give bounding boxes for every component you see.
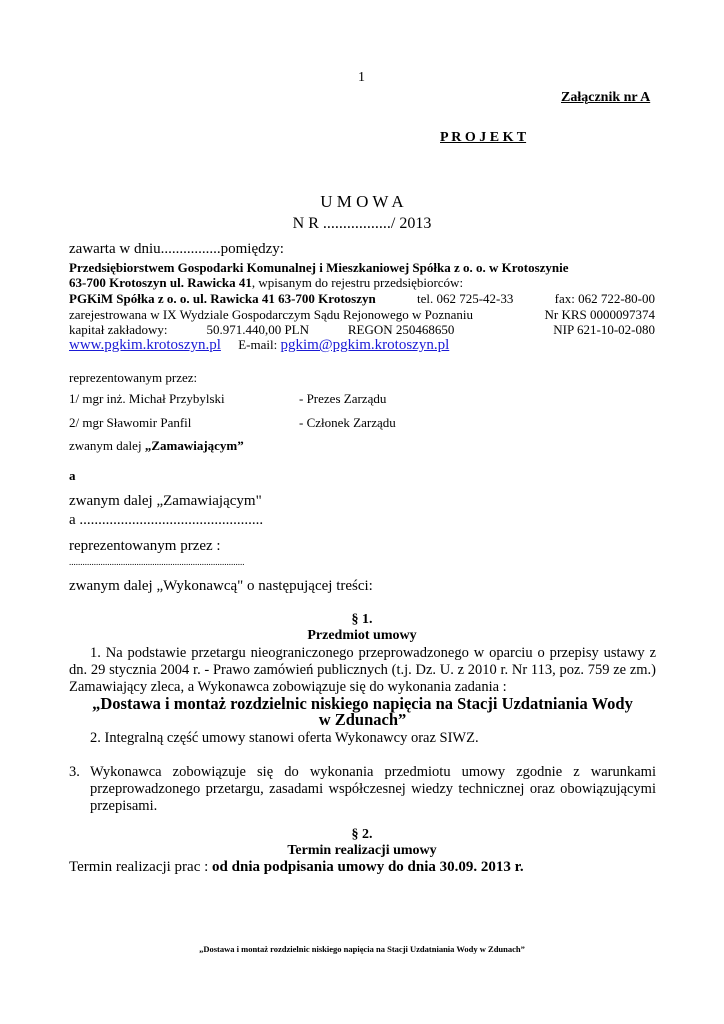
contractor-line: zwanym dalej „Wykonawcą" o następującej treści:: [69, 578, 373, 594]
rep-2-name: 2/ mgr Sławomir Panfil: [69, 415, 192, 430]
rep-2-role: - Członek Zarządu: [299, 415, 396, 430]
company-regon: REGON 250468650: [347, 322, 455, 337]
section-2-heading: § 2.: [351, 827, 373, 842]
company-capital-line: [69, 322, 655, 338]
and-label: a: [69, 468, 76, 483]
contractor-dots-line: a .................................................: [69, 512, 264, 528]
called-again-line: zwanym dalej „Zamawiającym": [69, 493, 262, 509]
section-1-paragraph-2: 2. Integralną część umowy stanowi oferta Wykonawcy oraz SIWZ.: [90, 730, 479, 746]
company-name-line1: [69, 260, 655, 276]
intro-line: zawarta w dniu................pomiędzy:: [69, 241, 284, 257]
dotted-line: ..............................................................................: [69, 557, 245, 567]
section-1-p3-number: 3.: [69, 764, 80, 780]
company-registration-line: [69, 307, 655, 323]
company-email-link[interactable]: pgkim@pgkim.krotoszyn.pl: [280, 337, 450, 353]
rep-1-name: 1/ mgr inż. Michał Przybylski: [69, 391, 225, 406]
company-name-text: Przedsiębiorstwem Gospodarki Komunalnej i Mieszkaniowej Spółka z o. o. w Krotoszynie: [69, 260, 569, 275]
company-website-link[interactable]: www.pgkim.krotoszyn.pl: [69, 337, 221, 353]
company-capital-label: kapitał zakładowy:: [69, 322, 168, 337]
called-prefix: zwanym dalej: [69, 438, 145, 453]
term-prefix: Termin realizacji prac :: [69, 859, 213, 875]
section-1-paragraph-3: Wykonawca zobowiązuje się do wykonania przedmiotu umowy zgodnie z warunkami przeprowadzonego przetargu, zasadami współczesnej wiedzy technicznej oraz obowiązującymi przepisami.: [90, 764, 656, 814]
page-number: 1: [358, 70, 365, 85]
called-employer-name: „Zamawiającym”: [144, 438, 244, 453]
company-web-line: [69, 337, 449, 354]
document-title: U M O W A: [320, 192, 404, 211]
company-tel: tel. 062 725-42-33: [416, 291, 514, 306]
task-title-line1: „Dostawa i montaż rozdzielnic niskiego napięcia na Stacji Uzdatniania Wody: [92, 694, 633, 713]
represented-by-2: reprezentowanym przez :: [69, 538, 221, 554]
section-2-term-line: [69, 859, 524, 876]
section-2-title: Termin realizacji umowy: [287, 843, 437, 858]
company-registration: zarejestrowana w IX Wydziale Gospodarczym Sądu Rejonowego w Poznaniu: [69, 307, 474, 322]
company-contact-line: [69, 291, 655, 307]
term-dates: od dnia podpisania umowy do dnia 30.09. 2013 r.: [212, 859, 524, 875]
company-capital-value: 50.971.440,00 PLN: [206, 322, 309, 337]
called-employer: [69, 438, 244, 454]
attachment-label: Załącznik nr A: [561, 90, 651, 105]
company-register-note: , wpisanym do rejestru przedsiębiorców:: [251, 275, 464, 290]
rep-1-role: - Prezes Zarządu: [299, 391, 387, 406]
section-1-heading: § 1.: [351, 612, 373, 627]
company-name-line2: [69, 275, 463, 291]
company-fax: fax: 062 722-80-00: [554, 291, 655, 306]
task-title-line2: w Zdunach”: [318, 710, 407, 729]
projekt-label: P R O J E K T: [440, 130, 527, 145]
page-footer: „Dostawa i montaż rozdzielnic niskiego napięcia na Stacji Uzdatniania Wody w Zdunach”: [199, 944, 525, 954]
company-address: 63-700 Krotoszyn ul. Rawicka 41: [69, 275, 252, 290]
represented-by: reprezentowanym przez:: [69, 370, 198, 385]
email-label: E-mail:: [238, 337, 278, 352]
section-1-paragraph-1: 1. Na podstawie przetargu nieograniczonego przeprowadzonego w oparciu o przepisy ustawy z dn. 29 stycznia 2004 r. - Prawo zamówień publicznych (t.j. Dz. U. z 2010 r. Nr 113, poz. 759 ze zm.) Zamawiający zleca, a Wykonawca zobowiązuje się do wykonania zadania :: [69, 645, 656, 695]
company-krs: Nr KRS 0000097374: [544, 307, 655, 322]
company-short-name: PGKiM Spółka z o. o. ul. Rawicka 41 63-700 Krotoszyn: [69, 291, 376, 306]
company-nip: NIP 621-10-02-080: [553, 322, 655, 337]
contract-number: N R ................./ 2013: [292, 215, 432, 232]
section-1-title: Przedmiot umowy: [307, 628, 417, 643]
